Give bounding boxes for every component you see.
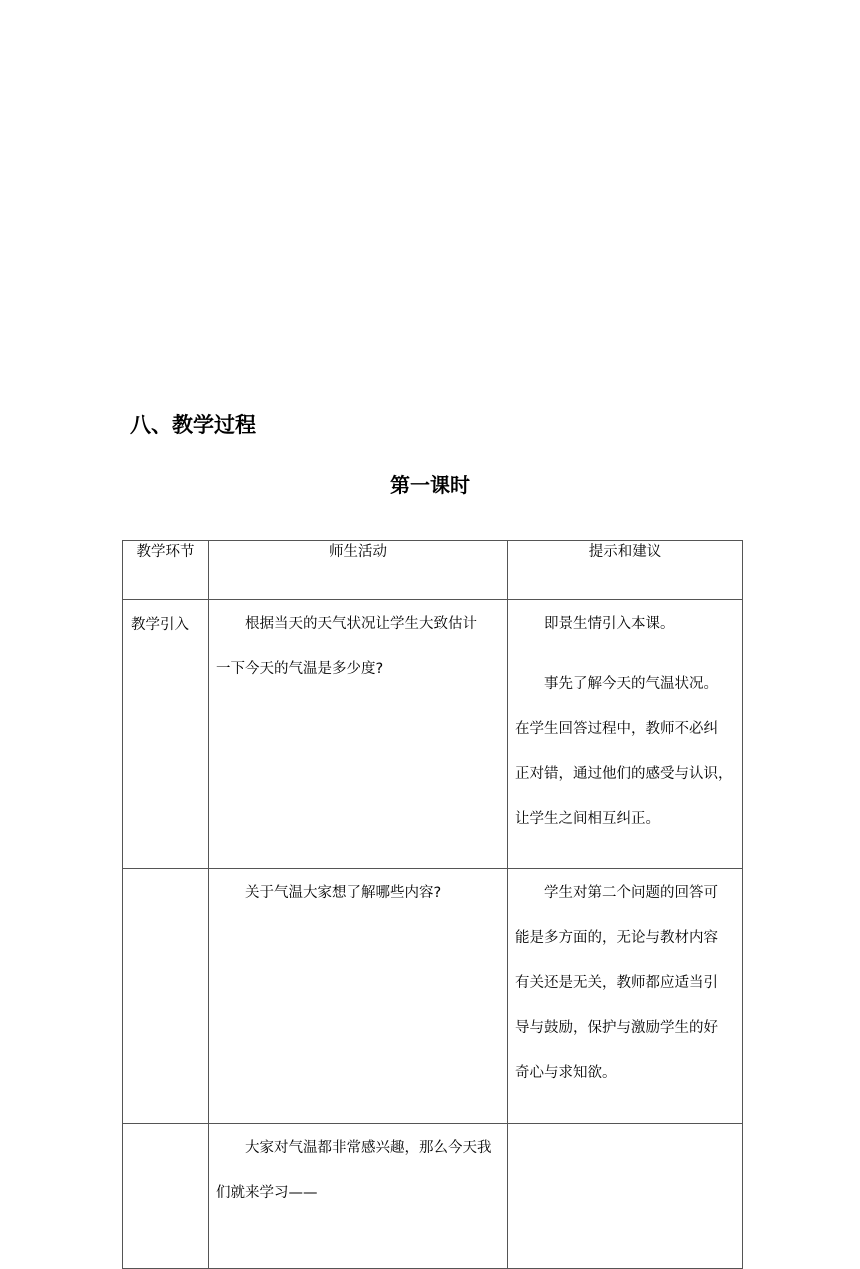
lesson-plan-table bbox=[122, 540, 743, 1269]
tips-line: 有关还是无关，教师都应适当引 bbox=[515, 975, 718, 991]
activity-cell bbox=[209, 1124, 508, 1269]
activity-cell bbox=[209, 600, 508, 869]
activity-line: 根据当天的天气状况让学生大致估计 bbox=[245, 616, 477, 632]
activity-line: 关于气温大家想了解哪些内容? bbox=[245, 885, 442, 901]
lesson-title: 第一课时 bbox=[390, 473, 470, 497]
tips-line: 在学生回答过程中，教师不必纠 bbox=[515, 721, 718, 737]
table-row bbox=[123, 1124, 743, 1269]
tips-line: 即景生情引入本课。 bbox=[544, 616, 675, 632]
tips-cell bbox=[508, 869, 743, 1124]
tips-line: 正对错，通过他们的感受与认识， bbox=[515, 766, 733, 782]
tips-line: 奇心与求知欲。 bbox=[515, 1065, 617, 1081]
header-stage: 教学环节 bbox=[123, 541, 209, 600]
stage-cell bbox=[123, 1124, 209, 1269]
tips-cell bbox=[508, 600, 743, 869]
tips-line: 学生对第二个问题的回答可 bbox=[544, 885, 718, 901]
header-tips: 提示和建议 bbox=[508, 541, 743, 600]
activity-cell bbox=[209, 869, 508, 1124]
activity-line: 一下今天的气温是多少度? bbox=[216, 661, 384, 677]
activity-line: 大家对气温都非常感兴趣，那么今天我 bbox=[245, 1140, 492, 1156]
tips-line: 让学生之间相互纠正。 bbox=[515, 811, 660, 827]
activity-line: 们就来学习—— bbox=[216, 1185, 318, 1201]
table-row bbox=[123, 869, 743, 1124]
section-heading: 八、教学过程 bbox=[130, 413, 256, 437]
header-activity: 师生活动 bbox=[209, 541, 508, 600]
stage-cell: 教学引入 bbox=[123, 600, 209, 869]
table-row bbox=[123, 600, 743, 869]
tips-line: 事先了解今天的气温状况。 bbox=[544, 676, 718, 692]
table-header-row bbox=[123, 541, 743, 600]
stage-cell bbox=[123, 869, 209, 1124]
tips-cell bbox=[508, 1124, 743, 1269]
tips-line: 导与鼓励，保护与激励学生的好 bbox=[515, 1020, 718, 1036]
tips-line: 能是多方面的，无论与教材内容 bbox=[515, 930, 718, 946]
